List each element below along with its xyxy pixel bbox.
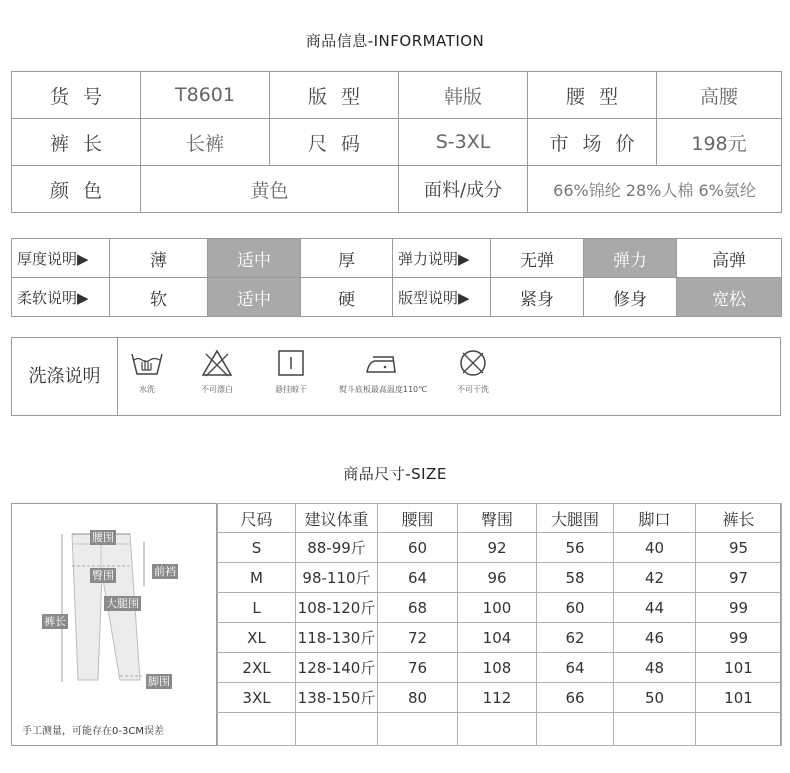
- size-cell: 40: [614, 533, 696, 563]
- attribute-option: 厚: [301, 239, 393, 278]
- attribute-table: [11, 238, 782, 317]
- measurement-note: 手工测量，可能存在0-3CM误差: [22, 726, 164, 737]
- size-cell: 108: [458, 653, 537, 683]
- size-header-cell: 裤长: [696, 504, 782, 533]
- no-dry-clean-icon: [457, 348, 489, 378]
- size-cell: 128-140斤: [296, 653, 378, 683]
- size-cell: 72: [378, 623, 458, 653]
- info-heading: 商品信息-INFORMATION: [305, 32, 485, 50]
- attribute-label: 弹力说明▶: [393, 239, 491, 278]
- size-cell: 76: [378, 653, 458, 683]
- size-cell: 58: [537, 563, 614, 593]
- wash-item: [326, 348, 440, 395]
- size-cell: 96: [458, 563, 537, 593]
- size-cell: 100: [458, 593, 537, 623]
- size-cell: 118-130斤: [296, 623, 378, 653]
- wash-title: 洗涤说明: [12, 338, 118, 415]
- wash-label: 熨斗底板最高温度110℃: [338, 385, 428, 394]
- info-label: 版型: [270, 72, 399, 119]
- size-cell: 88-99斤: [296, 533, 378, 563]
- attribute-option: 硬: [301, 278, 393, 317]
- info-row: [12, 72, 782, 119]
- size-row: [218, 533, 782, 563]
- size-table: [217, 503, 782, 746]
- info-value: 韩版: [399, 72, 528, 119]
- hem-tag: 脚围: [148, 675, 170, 688]
- size-cell: 48: [614, 653, 696, 683]
- info-value: 长裤: [141, 119, 270, 166]
- size-cell: L: [218, 593, 296, 623]
- attribute-row: [12, 278, 782, 317]
- size-cell: 50: [614, 683, 696, 713]
- size-header-cell: 臀围: [458, 504, 537, 533]
- attribute-label: 版型说明▶: [393, 278, 491, 317]
- info-value: 66%锦纶 28%人棉 6%氨纶: [528, 166, 782, 213]
- info-label: 面料/成分: [399, 166, 528, 213]
- wash-label: 悬挂晾干: [275, 385, 307, 394]
- size-header-cell: 建议体重: [296, 504, 378, 533]
- size-cell: 56: [537, 533, 614, 563]
- attribute-option: 适中: [208, 239, 301, 278]
- size-cell: 66: [537, 683, 614, 713]
- attribute-option: 无弹: [491, 239, 584, 278]
- info-value: S-3XL: [399, 119, 528, 166]
- size-cell: 2XL: [218, 653, 296, 683]
- size-cell: 64: [378, 563, 458, 593]
- wash-instructions: [11, 337, 781, 416]
- info-label: 市场价: [528, 119, 657, 166]
- size-cell: 46: [614, 623, 696, 653]
- size-blank-row: [218, 713, 782, 746]
- attribute-option: 软: [110, 278, 208, 317]
- thigh-tag: 大腿围: [106, 597, 139, 610]
- size-cell: 95: [696, 533, 782, 563]
- size-cell: 108-120斤: [296, 593, 378, 623]
- no-bleach-icon: [200, 348, 234, 378]
- info-row: [12, 119, 782, 166]
- size-header-row: [218, 504, 782, 533]
- size-cell: 104: [458, 623, 537, 653]
- attribute-option: 宽松: [677, 278, 782, 317]
- info-value: 高腰: [657, 72, 782, 119]
- size-heading: 商品尺寸-SIZE: [343, 465, 447, 483]
- size-cell: 112: [458, 683, 537, 713]
- wash-item: [186, 348, 248, 395]
- size-cell: [614, 713, 696, 746]
- size-header-cell: 大腿围: [537, 504, 614, 533]
- size-row: [218, 593, 782, 623]
- hand-wash-icon: [130, 348, 164, 378]
- size-cell: [458, 713, 537, 746]
- size-cell: [218, 713, 296, 746]
- attribute-label: 厚度说明▶: [12, 239, 110, 278]
- size-cell: 98-110斤: [296, 563, 378, 593]
- size-cell: XL: [218, 623, 296, 653]
- info-label: 颜色: [12, 166, 141, 213]
- size-row: [218, 653, 782, 683]
- size-cell: 99: [696, 623, 782, 653]
- size-row: [218, 563, 782, 593]
- attribute-option: 弹力: [584, 239, 677, 278]
- info-value: 黄色: [141, 166, 399, 213]
- size-cell: 101: [696, 653, 782, 683]
- size-cell: [696, 713, 782, 746]
- iron-icon: [363, 348, 403, 378]
- size-cell: 99: [696, 593, 782, 623]
- info-row: [12, 166, 782, 213]
- info-label: 货号: [12, 72, 141, 119]
- info-label: 裤长: [12, 119, 141, 166]
- rise-tag: 前裆: [154, 565, 176, 578]
- info-label: 腰型: [528, 72, 657, 119]
- size-cell: 62: [537, 623, 614, 653]
- size-cell: 92: [458, 533, 537, 563]
- size-cell: 3XL: [218, 683, 296, 713]
- info-label: 尺码: [270, 119, 399, 166]
- size-header-cell: 脚口: [614, 504, 696, 533]
- size-cell: 44: [614, 593, 696, 623]
- info-value: T8601: [141, 72, 270, 119]
- hip-tag: 臀围: [92, 569, 114, 582]
- size-cell: M: [218, 563, 296, 593]
- size-cell: 80: [378, 683, 458, 713]
- product-info-table: [11, 71, 782, 213]
- size-cell: [537, 713, 614, 746]
- size-cell: 64: [537, 653, 614, 683]
- size-row: [218, 683, 782, 713]
- wash-label: 不可干洗: [457, 385, 489, 394]
- wash-label: 不可漂白: [201, 385, 233, 394]
- info-value: 198元: [657, 119, 782, 166]
- attribute-option: 薄: [110, 239, 208, 278]
- size-cell: [296, 713, 378, 746]
- attribute-option: 紧身: [491, 278, 584, 317]
- attribute-option: 高弹: [677, 239, 782, 278]
- wash-item: [120, 348, 174, 395]
- size-cell: 60: [378, 533, 458, 563]
- wash-label: 水洗: [139, 385, 155, 394]
- size-header-cell: 尺码: [218, 504, 296, 533]
- size-cell: 138-150斤: [296, 683, 378, 713]
- hang-dry-icon: [276, 348, 306, 378]
- size-header-cell: 腰围: [378, 504, 458, 533]
- size-row: [218, 623, 782, 653]
- size-cell: 60: [537, 593, 614, 623]
- size-cell: S: [218, 533, 296, 563]
- size-cell: 42: [614, 563, 696, 593]
- wash-item: [444, 348, 502, 395]
- size-cell: 68: [378, 593, 458, 623]
- attribute-option: 适中: [208, 278, 301, 317]
- size-cell: 97: [696, 563, 782, 593]
- attribute-row: [12, 239, 782, 278]
- length-tag: 裤长: [44, 615, 66, 628]
- size-cell: 101: [696, 683, 782, 713]
- pants-diagram: [12, 504, 217, 745]
- wash-item: [260, 348, 322, 395]
- attribute-label: 柔软说明▶: [12, 278, 110, 317]
- size-cell: [378, 713, 458, 746]
- waist-tag: 腰围: [92, 531, 114, 544]
- attribute-option: 修身: [584, 278, 677, 317]
